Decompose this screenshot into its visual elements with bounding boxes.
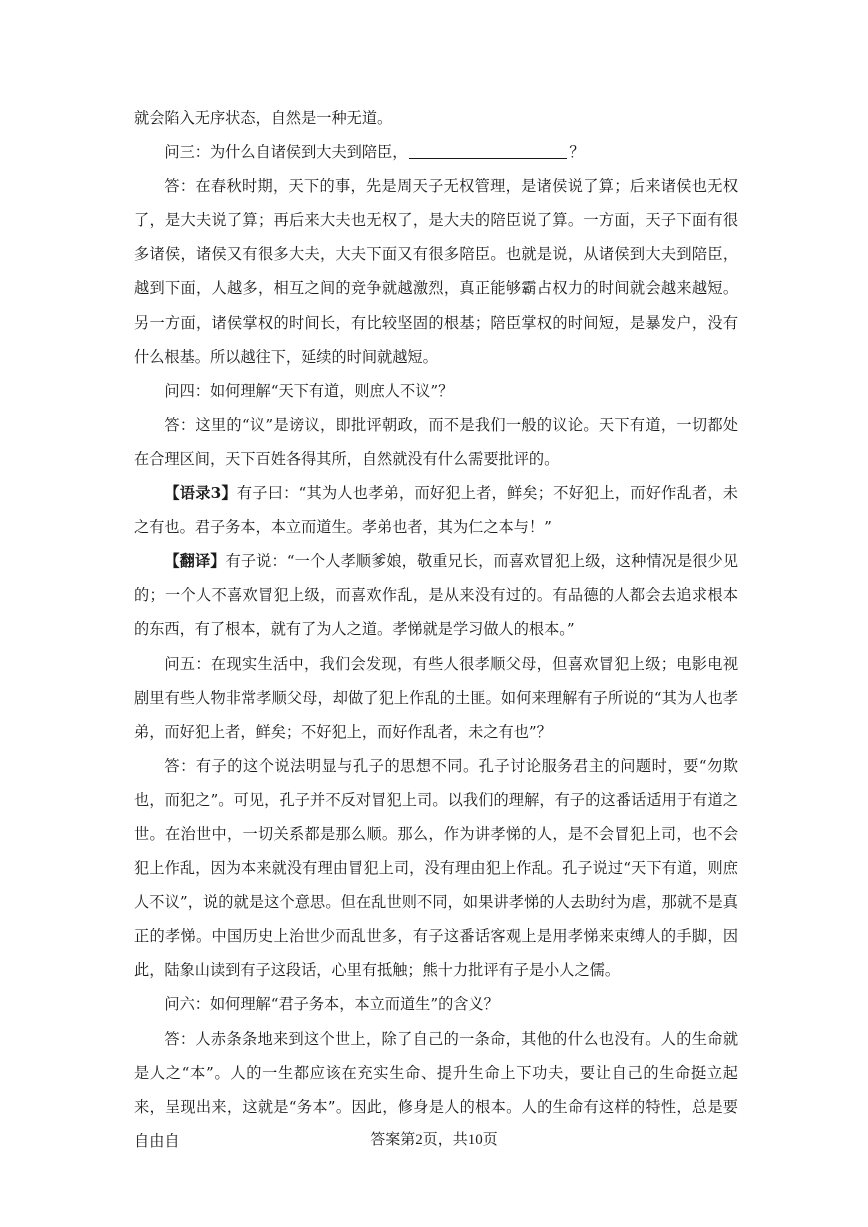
question-3 <box>134 135 738 169</box>
translation-text: 有子说：“一个人孝顺爹娘，敬重兄长，而喜欢冒犯上级，这种情况是很少见的；一个人不喜欢冒犯上级，而喜欢作乱，是从来没有过的。有品德的人都会去追求根本的东西，有了根本，就有了为人之道。孝悌就是学习做人的根本。” <box>134 552 739 639</box>
question-3-text: 问三：为什么自诸侯到大夫到陪臣， <box>164 143 408 162</box>
question-6: 问六：如何理解“君子务本，本立而道生”的含义？ <box>164 995 499 1014</box>
answer-body <box>134 101 738 1158</box>
question-5: 问五：在现实生活中，我们会发现，有些人很孝顺父母，但喜欢冒犯上级；电影电视剧里有些人物非常孝顺父母，却做了犯上作乱的土匪。如何来理解有子所说的“其为人也孝弟，而好犯上者，鲜矣；不好犯上，而好作乱者，未之有也”？ <box>134 654 738 741</box>
answer-4: 答：这里的“议”是谤议，即批评朝政，而不是我们一般的议论。天下有道，一切都处在合理区间，天下百姓各得其所，自然就没有什么需要批评的。 <box>134 415 738 468</box>
quotation-3-text: 有子曰：“其为人也孝弟，而好犯上者，鲜矣；不好犯上，而好作乱者，未之有也。君子务本，本立而道生。孝弟也者，其为仁之本与！” <box>134 484 738 537</box>
paragraph-continuation: 就会陷入无序状态，自然是一种无道。 <box>134 109 393 127</box>
page-footer: 答案第2页，共10页 <box>370 1132 498 1148</box>
translation <box>134 544 738 646</box>
fill-in-blank <box>409 142 567 159</box>
quotation-3-tag: 【语录3】 <box>164 484 237 503</box>
quotation-3 <box>134 476 738 544</box>
translation-tag: 【翻译】 <box>164 552 226 571</box>
question-3-mark: ？ <box>569 143 585 162</box>
question-4: 问四：如何理解“天下有道，则庶人不议”？ <box>164 381 454 400</box>
answer-6: 答：人赤条条地来到这个世上，除了自己的一条命，其他的什么也没有。人的生命就是人之“本”。人的一生都应该在充实生命、提升生命上下功夫，要让自己的生命挺立起来，呈现出来，这就是“务本”。因此，修身是人的根本。人的生命有这样的特性，总是要自由自 <box>134 1029 738 1150</box>
answer-3: 答：在春秋时期，天下的事，先是周天子无权管理，是诸侯说了算；后来诸侯也无权了，是大夫说了算；再后来大夫也无权了，是大夫的陪臣说了算。一方面，天子下面有很多诸侯，诸侯又有很多大夫，大夫下面又有很多陪臣。也就是说，从诸侯到大夫到陪臣，越到下面，人越多，相互之间的竞争就越激烈，真正能够霸占权力的时间就会越来越短。另一方面，诸侯掌权的时间长，有比较坚固的根基；陪臣掌权的时间短，是暴发户，没有什么根基。所以越往下，延续的时间就越短。 <box>134 177 738 366</box>
answer-5: 答：有子的这个说法明显与孔子的思想不同。孔子讨论服务君主的问题时，要“勿欺也，而犯之”。可见，孔子并不反对冒犯上司。以我们的理解，有子的这番话适用于有道之世。在治世中，一切关系都是那么顺。那么，作为讲孝悌的人，是不会冒犯上司，也不会犯上作乱，因为本来就没有理由冒犯上司，没有理由犯上作乱。孔子说过“天下有道，则庶人不议”，说的就是这个意思。但在乱世则不同，如果讲孝悌的人去助纣为虐，那就不是真正的孝悌。中国历史上治世少而乱世多，有子这番话客观上是用孝悌来束缚人的手脚，因此，陆象山读到有子这段话，心里有抵触；熊十力批评有子是小人之儒。 <box>134 756 738 980</box>
